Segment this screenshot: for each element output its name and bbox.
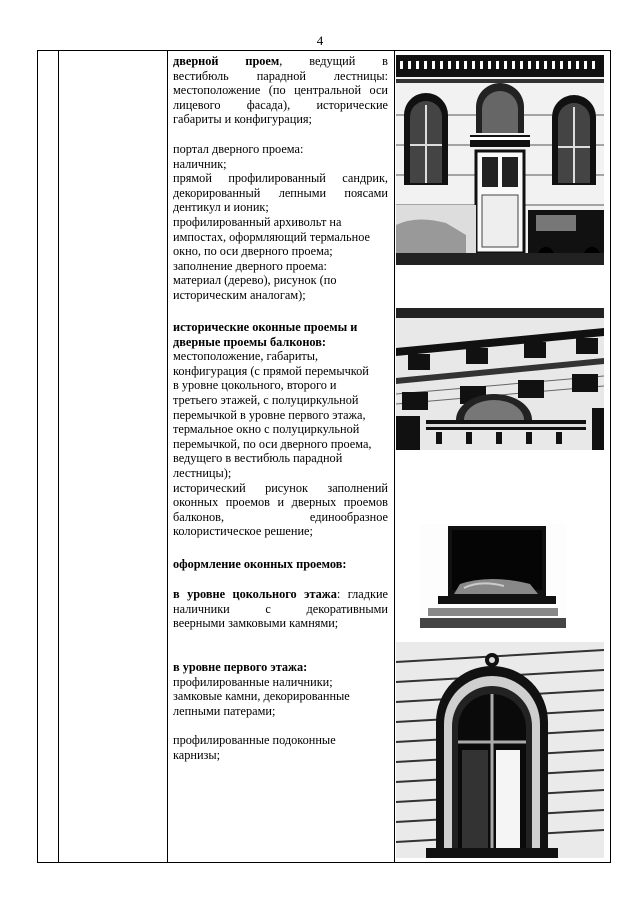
column-divider-1 [58,51,59,862]
basement-block: в уровне цокольного этажа: гладкие наличники с декоративными веерными замковыми камнями; [173,587,388,631]
entrance-portal-image [396,55,604,265]
page-number: 4 [316,33,324,48]
photo-facade-windows-balcony [396,308,604,450]
column-divider-2 [167,51,168,862]
basement-window-image [420,524,566,628]
arched-window-image [396,642,604,858]
door-block: дверной проем, ведущий в вестибюль парадной лестницы: местоположение (по центральной оси лицевого фасада), исторические габариты и конфигурация; [173,54,388,127]
portal-block: портал дверного проема: наличник; прямой профилированный сандрик, декорированный лепными поясами дентикул и ионик; профилированный архивольт на импостах, оформляющий термальное окно, по оси дверного проема; заполнение дверного проема: материал (дерево), рисунок (по историческим аналогам); [173,142,388,302]
photo-basement-window [420,524,566,628]
facade-windows-image [396,308,604,450]
photo-arched-window [396,642,604,858]
first-floor-block: в уровне первого этажа: профилированные наличники; замковые камни, декорированные лепными патерами; профилированные подоконные карнизы; [173,660,350,762]
windows-heading: исторические оконные проемы и [173,320,358,334]
photo-entrance-portal [396,55,604,265]
column-divider-3 [394,51,395,862]
window-decor-heading: оформление оконных проемов: [173,557,347,571]
windows-block: исторические оконные проемы и дверные проемы балконов: местоположение, габариты, конфигурация (с прямой перемычкой в уровне цокольного, второго и третьего этажей, с полуциркульной перемычкой в уровне первого этажа, термальное окно с полуциркульной перемычкой, по оси дверного проема, ведущего в вестибюль парадной лестницы); исторический рисунок заполнений оконных проемов и дверных проемов балконов, единообразное колористическое решение; [173,320,388,539]
door-heading: дверной проем [173,54,280,68]
